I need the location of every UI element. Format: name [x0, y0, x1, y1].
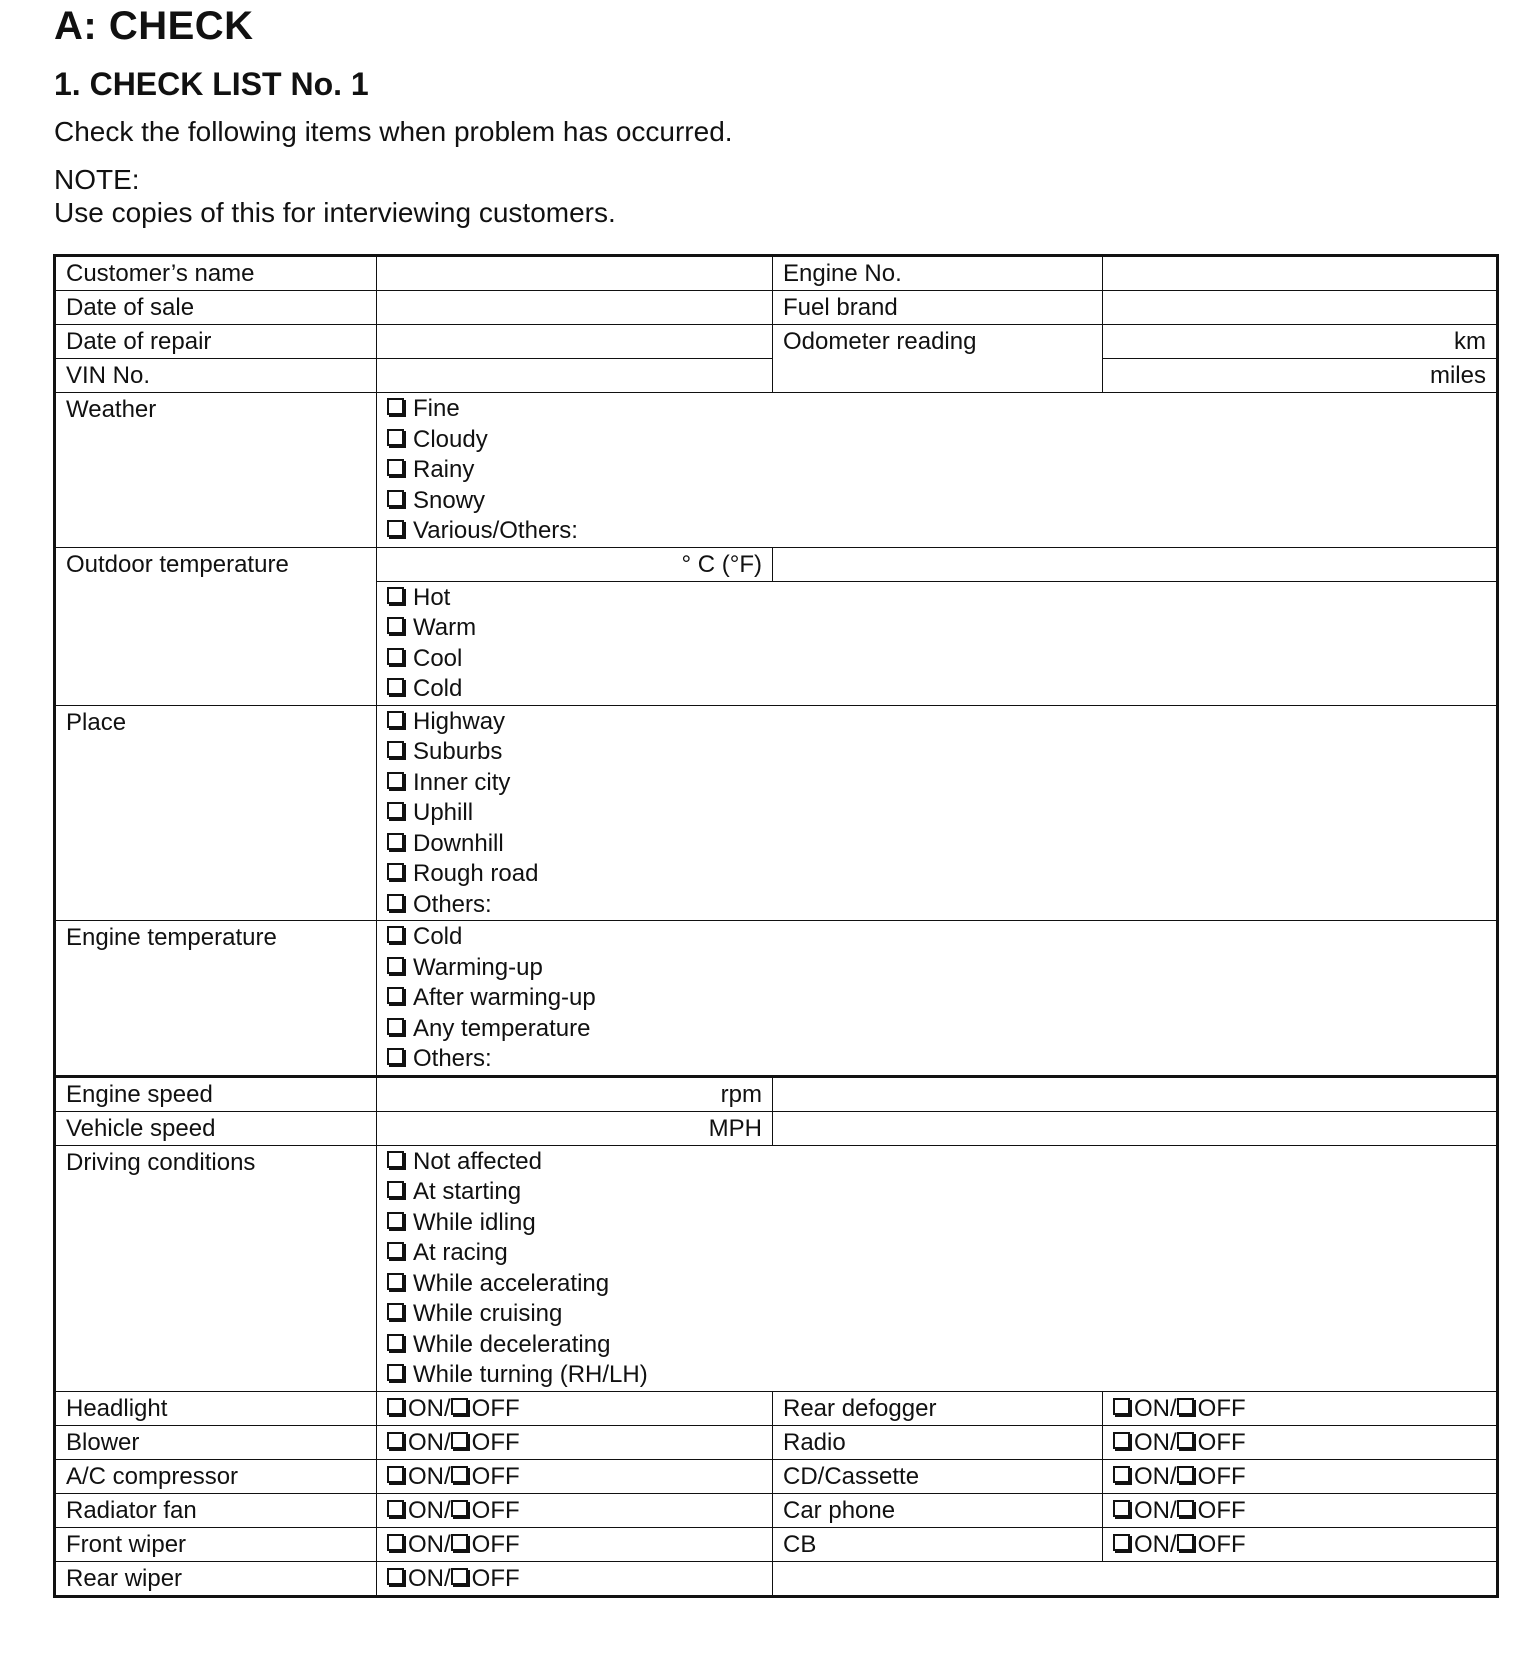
- checkbox-icon[interactable]: [387, 802, 404, 819]
- checkbox-icon[interactable]: [1177, 1466, 1194, 1483]
- weather-options: [377, 393, 1498, 548]
- table-row: [55, 1391, 1498, 1425]
- table-row: [55, 921, 1498, 1077]
- odometer-km-field[interactable]: km: [1103, 325, 1498, 359]
- checkbox-icon[interactable]: [451, 1568, 468, 1585]
- date-of-repair-label: Date of repair: [55, 325, 377, 359]
- checkbox-option[interactable]: Rainy: [387, 455, 1486, 486]
- checkbox-icon[interactable]: [387, 617, 404, 634]
- table-row: [55, 1425, 1498, 1459]
- checkbox-icon[interactable]: [387, 648, 404, 665]
- checkbox-option[interactable]: Rough road: [387, 859, 1486, 890]
- checkbox-icon[interactable]: [451, 1432, 468, 1449]
- table-row: [55, 705, 1498, 921]
- cb-label: CB: [773, 1527, 1103, 1561]
- checkbox-icon[interactable]: [387, 741, 404, 758]
- check-list-table: [53, 254, 1499, 1598]
- checkbox-icon[interactable]: [451, 1534, 468, 1551]
- on-off-toggle[interactable]: ON/ OFF: [1103, 1527, 1498, 1561]
- on-off-toggle[interactable]: ON/ OFF: [377, 1425, 773, 1459]
- checkbox-icon[interactable]: [387, 1181, 404, 1198]
- checkbox-icon[interactable]: [1113, 1466, 1130, 1483]
- checkbox-option[interactable]: Warming-up: [387, 953, 1486, 984]
- on-off-toggle[interactable]: ON/ OFF: [1103, 1459, 1498, 1493]
- engine-speed-label: Engine speed: [55, 1076, 377, 1111]
- section-heading: A: CHECK: [54, 4, 254, 48]
- engine-temperature-label: Engine temperature: [55, 921, 377, 1077]
- checkbox-icon[interactable]: [387, 1048, 404, 1065]
- checkbox-option[interactable]: At starting: [387, 1177, 1486, 1208]
- checkbox-icon[interactable]: [1177, 1534, 1194, 1551]
- checkbox-icon[interactable]: [387, 1334, 404, 1351]
- checkbox-icon[interactable]: [387, 1303, 404, 1320]
- on-off-toggle[interactable]: ON/ OFF: [1103, 1493, 1498, 1527]
- engine-temperature-options: [377, 921, 1498, 1077]
- checkbox-icon[interactable]: [451, 1398, 468, 1415]
- driving-conditions-options: [377, 1145, 1498, 1391]
- checkbox-option[interactable]: Suburbs: [387, 737, 1486, 768]
- table-row: [55, 1561, 1498, 1596]
- checkbox-option[interactable]: Highway: [387, 707, 1486, 738]
- checkbox-icon[interactable]: [387, 398, 404, 415]
- checkbox-option[interactable]: While cruising: [387, 1299, 1486, 1330]
- engine-no-field[interactable]: [1103, 256, 1498, 291]
- checkbox-option[interactable]: Uphill: [387, 798, 1486, 829]
- checkbox-icon[interactable]: [387, 1364, 404, 1381]
- table-row: [55, 1459, 1498, 1493]
- checkbox-icon[interactable]: [451, 1500, 468, 1517]
- checkbox-icon[interactable]: [387, 772, 404, 789]
- odometer-miles-field[interactable]: miles: [1103, 359, 1498, 393]
- checkbox-option[interactable]: Inner city: [387, 768, 1486, 799]
- checkbox-icon[interactable]: [387, 1466, 404, 1483]
- place-options: [377, 705, 1498, 921]
- table-row: [55, 325, 1498, 359]
- driving-conditions-label: Driving conditions: [55, 1145, 377, 1391]
- front-wiper-label: Front wiper: [55, 1527, 377, 1561]
- customer-name-label: Customer’s name: [55, 256, 377, 291]
- place-label: Place: [55, 705, 377, 921]
- checkbox-icon[interactable]: [387, 1500, 404, 1517]
- date-of-sale-label: Date of sale: [55, 291, 377, 325]
- checkbox-option[interactable]: While decelerating: [387, 1330, 1486, 1361]
- checkbox-option[interactable]: Any temperature: [387, 1014, 1486, 1045]
- checkbox-icon[interactable]: [1113, 1432, 1130, 1449]
- checkbox-icon[interactable]: [387, 1568, 404, 1585]
- checkbox-icon[interactable]: [387, 1398, 404, 1415]
- outdoor-temperature-blank: [773, 547, 1498, 581]
- checkbox-option[interactable]: While accelerating: [387, 1269, 1486, 1300]
- checkbox-icon[interactable]: [387, 490, 404, 507]
- engine-speed-blank: [773, 1076, 1498, 1111]
- vehicle-speed-blank: [773, 1111, 1498, 1145]
- table-row: [55, 256, 1498, 291]
- on-off-toggle[interactable]: ON/ OFF: [377, 1493, 773, 1527]
- checkbox-icon[interactable]: [387, 429, 404, 446]
- checkbox-icon[interactable]: [1177, 1500, 1194, 1517]
- checkbox-icon[interactable]: [1177, 1398, 1194, 1415]
- table-row: [55, 547, 1498, 581]
- table-row: [55, 1527, 1498, 1561]
- checkbox-option[interactable]: At racing: [387, 1238, 1486, 1269]
- customer-name-field[interactable]: [377, 256, 773, 291]
- outdoor-temperature-label: Outdoor temperature: [55, 547, 377, 705]
- checkbox-icon[interactable]: [451, 1466, 468, 1483]
- engine-speed-field[interactable]: rpm: [377, 1076, 773, 1111]
- table-row: [55, 393, 1498, 548]
- checkbox-icon[interactable]: [387, 459, 404, 476]
- engine-no-label: Engine No.: [773, 256, 1103, 291]
- checkbox-icon[interactable]: [1113, 1534, 1130, 1551]
- checkbox-icon[interactable]: [387, 957, 404, 974]
- vehicle-speed-field[interactable]: MPH: [377, 1111, 773, 1145]
- car-phone-label: Car phone: [773, 1493, 1103, 1527]
- checkbox-option[interactable]: Hot: [387, 583, 1486, 614]
- ac-compressor-label: A/C compressor: [55, 1459, 377, 1493]
- odometer-label: Odometer reading: [773, 325, 1103, 393]
- headlight-label: Headlight: [55, 1391, 377, 1425]
- checkbox-icon[interactable]: [387, 987, 404, 1004]
- cd-cassette-label: CD/Cassette: [773, 1459, 1103, 1493]
- checkbox-icon[interactable]: [387, 926, 404, 943]
- on-off-toggle[interactable]: ON/ OFF: [377, 1459, 773, 1493]
- empty-cell: [773, 1561, 1498, 1596]
- checkbox-icon[interactable]: [1113, 1398, 1130, 1415]
- checkbox-option[interactable]: Snowy: [387, 486, 1486, 517]
- table-row: [55, 1493, 1498, 1527]
- on-off-toggle[interactable]: ON/ OFF: [377, 1527, 773, 1561]
- weather-label: Weather: [55, 393, 377, 548]
- outdoor-temperature-field[interactable]: ° C (°F): [377, 547, 773, 581]
- checkbox-option[interactable]: Cold: [387, 674, 1486, 705]
- checkbox-icon[interactable]: [387, 711, 404, 728]
- checkbox-option[interactable]: Others:: [387, 890, 1486, 921]
- outdoor-temperature-options: [377, 581, 1498, 705]
- vehicle-speed-label: Vehicle speed: [55, 1111, 377, 1145]
- checkbox-icon[interactable]: [387, 587, 404, 604]
- radiator-fan-label: Radiator fan: [55, 1493, 377, 1527]
- checkbox-option[interactable]: Not affected: [387, 1147, 1486, 1178]
- checkbox-icon[interactable]: [387, 1151, 404, 1168]
- checkbox-icon[interactable]: [387, 894, 404, 911]
- checkbox-icon[interactable]: [387, 863, 404, 880]
- checkbox-option[interactable]: After warming-up: [387, 983, 1486, 1014]
- blower-label: Blower: [55, 1425, 377, 1459]
- vin-field[interactable]: [377, 359, 773, 393]
- date-of-sale-field[interactable]: [377, 291, 773, 325]
- table-row: [55, 1111, 1498, 1145]
- checkbox-option[interactable]: Cool: [387, 644, 1486, 675]
- checkbox-icon[interactable]: [387, 520, 404, 537]
- checkbox-option[interactable]: Others:: [387, 1044, 1486, 1075]
- checkbox-icon[interactable]: [387, 1242, 404, 1259]
- table-row: [55, 1076, 1498, 1111]
- date-of-repair-field[interactable]: [377, 325, 773, 359]
- checkbox-option[interactable]: Cold: [387, 922, 1486, 953]
- checkbox-icon[interactable]: [387, 1273, 404, 1290]
- checkbox-icon[interactable]: [387, 1212, 404, 1229]
- fuel-brand-label: Fuel brand: [773, 291, 1103, 325]
- checkbox-option[interactable]: Downhill: [387, 829, 1486, 860]
- note-block: [54, 163, 616, 229]
- checkbox-icon[interactable]: [1113, 1500, 1130, 1517]
- on-off-toggle[interactable]: ON/ OFF: [377, 1391, 773, 1425]
- checkbox-icon[interactable]: [1177, 1432, 1194, 1449]
- fuel-brand-field[interactable]: [1103, 291, 1498, 325]
- checkbox-icon[interactable]: [387, 833, 404, 850]
- checkbox-icon[interactable]: [387, 678, 404, 695]
- checkbox-option[interactable]: Warm: [387, 613, 1486, 644]
- note-label: NOTE:: [54, 164, 140, 195]
- on-off-toggle[interactable]: ON/ OFF: [1103, 1391, 1498, 1425]
- checkbox-option[interactable]: While idling: [387, 1208, 1486, 1239]
- checkbox-icon[interactable]: [387, 1018, 404, 1035]
- checkbox-option[interactable]: While turning (RH/LH): [387, 1360, 1486, 1391]
- checkbox-option[interactable]: Fine: [387, 394, 1486, 425]
- rear-defogger-label: Rear defogger: [773, 1391, 1103, 1425]
- checklist-title: 1. CHECK LIST No. 1: [54, 66, 369, 102]
- radio-label: Radio: [773, 1425, 1103, 1459]
- vin-label: VIN No.: [55, 359, 377, 393]
- table-row: [55, 1145, 1498, 1391]
- checkbox-option[interactable]: Cloudy: [387, 425, 1486, 456]
- checkbox-icon[interactable]: [387, 1534, 404, 1551]
- checkbox-icon[interactable]: [387, 1432, 404, 1449]
- note-text: Use copies of this for interviewing customers.: [54, 197, 616, 228]
- table-row: [55, 291, 1498, 325]
- on-off-toggle[interactable]: ON/ OFF: [1103, 1425, 1498, 1459]
- rear-wiper-label: Rear wiper: [55, 1561, 377, 1596]
- intro-text: Check the following items when problem has occurred.: [54, 116, 733, 147]
- on-off-toggle[interactable]: ON/ OFF: [377, 1561, 773, 1596]
- checkbox-option[interactable]: Various/Others:: [387, 516, 1486, 547]
